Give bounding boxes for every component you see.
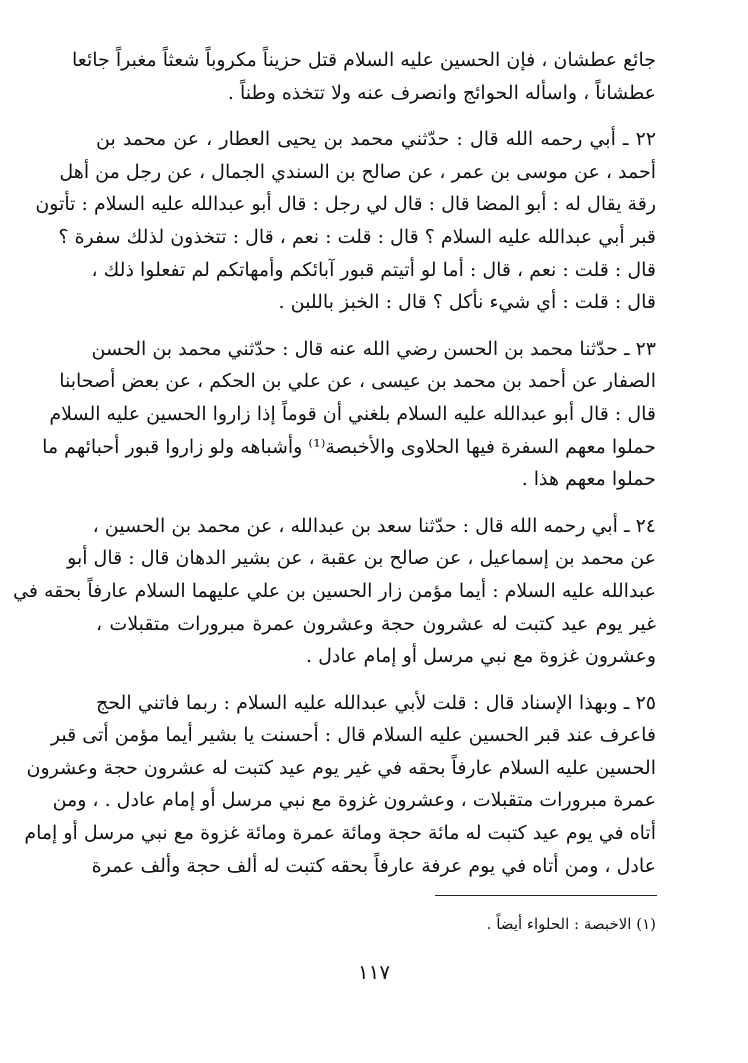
text-line: وعشرون غزوة مع نبي مرسل أو إمام عادل . xyxy=(306,645,656,668)
text-line: قال : قلت : نعم ، قال : أما لو أتيتم قبور آبائكم وأمهاتكم لم تفعلوا ذلك ، xyxy=(91,258,656,281)
text-line: عمرة مبرورات متقبلات ، وعشرون غزوة مع نبي مرسل أو إمام عادل . ، ومن xyxy=(52,789,656,812)
footnote: (١) الاخبصة : الحلواء أيضاً . xyxy=(486,915,656,933)
text-line: قبر أبي عبدالله عليه السلام ؟ قال : قلت : نعم ، قال : تتخذون لذلك سفرة ؟ xyxy=(58,225,656,248)
text-line: أتاه في يوم عيد كتبت له مائة حجة ومائة عمرة ومائة غزوة مع نبي مرسل أو إمام xyxy=(24,822,656,845)
text-line: عبدالله عليه السلام : أيما مؤمن زار الحسين بن علي عليهما السلام عارفاً بحقه في xyxy=(13,579,656,602)
text-line: ٢٣ ـ حدّثنا محمد بن الحسن رضي الله عنه قال : حدّثني محمد بن الحسن xyxy=(91,337,656,360)
text-line: ٢٢ ـ أبي رحمه الله قال : حدّثني محمد بن يحيى العطار ، عن محمد بن xyxy=(96,128,656,151)
paragraph-continuation xyxy=(72,44,656,109)
paragraph-hadith-22 xyxy=(35,123,656,319)
footnote-separator xyxy=(435,895,657,896)
paragraph-hadith-23 xyxy=(42,333,656,496)
text-line: أحمد ، عن موسى بن عمر ، عن صالح بن السندي الجمال ، عن رجل من أهل xyxy=(59,160,656,183)
book-page-body xyxy=(13,44,656,896)
text-line: غير يوم عيد كتبت له عشرون حجة وعشرون عمرة مبرورات متقبلات ، xyxy=(96,612,656,635)
paragraph-hadith-24 xyxy=(13,510,656,673)
text-line: عادل ، ومن أتاه في يوم عرفة عارفاً بحقه كتبت له ألف حجة وألف عمرة xyxy=(91,854,656,877)
text-line: عطشاناً ، واسأله الحوائج وانصرف عنه ولا تتخذه وطناً . xyxy=(227,81,656,104)
text-line: الحسين عليه السلام عارفاً بحقه في غير يوم عيد كتبت له عشرون حجة وعشرون xyxy=(26,756,656,779)
text-line: فاعرف عند قبر الحسين عليه السلام قال : أحسنت يا بشير أيما مؤمن أتى قبر xyxy=(50,724,656,747)
text-line: حملوا معهم هذا . xyxy=(521,468,656,491)
text-line: ٢٤ ـ أبي رحمه الله قال : حدّثنا سعد بن عبدالله ، عن محمد بن الحسين ، xyxy=(92,514,656,537)
text-line: قال : قلت : أي شيء نأكل ؟ قال : الخبز باللبن . xyxy=(278,291,656,314)
text-line: رقة يقال له : أبو المضا قال : قال لي رجل : قال أبو عبدالله عليه السلام : تأتون xyxy=(35,193,656,216)
text-line: قال : قال أبو عبدالله عليه السلام بلغني أن قوماً إذا زاروا الحسين عليه السلام xyxy=(49,402,656,425)
page-number: ١١٧ xyxy=(357,960,391,984)
paragraph-hadith-25 xyxy=(24,687,656,883)
text-line: حملوا معهم السفرة فيها الحلاوى والأخبصة⁽¹⁾ وأشباهه ولو زاروا قبور أحبائهم ما xyxy=(42,435,656,458)
text-line: جائع عطشان ، فإن الحسين عليه السلام قتل حزيناً مكروباً شعثاً مغبراً جائعا xyxy=(72,49,656,71)
text-line: الصفار عن أحمد بن محمد بن عيسى ، عن علي بن الحكم ، عن بعض أصحابنا xyxy=(59,370,656,393)
text-line: ٢٥ ـ وبهذا الإسناد قال : قلت لأبي عبدالله عليه السلام : ربما فاتني الحج xyxy=(96,691,656,714)
text-line: عن محمد بن إسماعيل ، عن صالح بن عقبة ، عن بشير الدهان قال : قال أبو xyxy=(67,547,656,570)
